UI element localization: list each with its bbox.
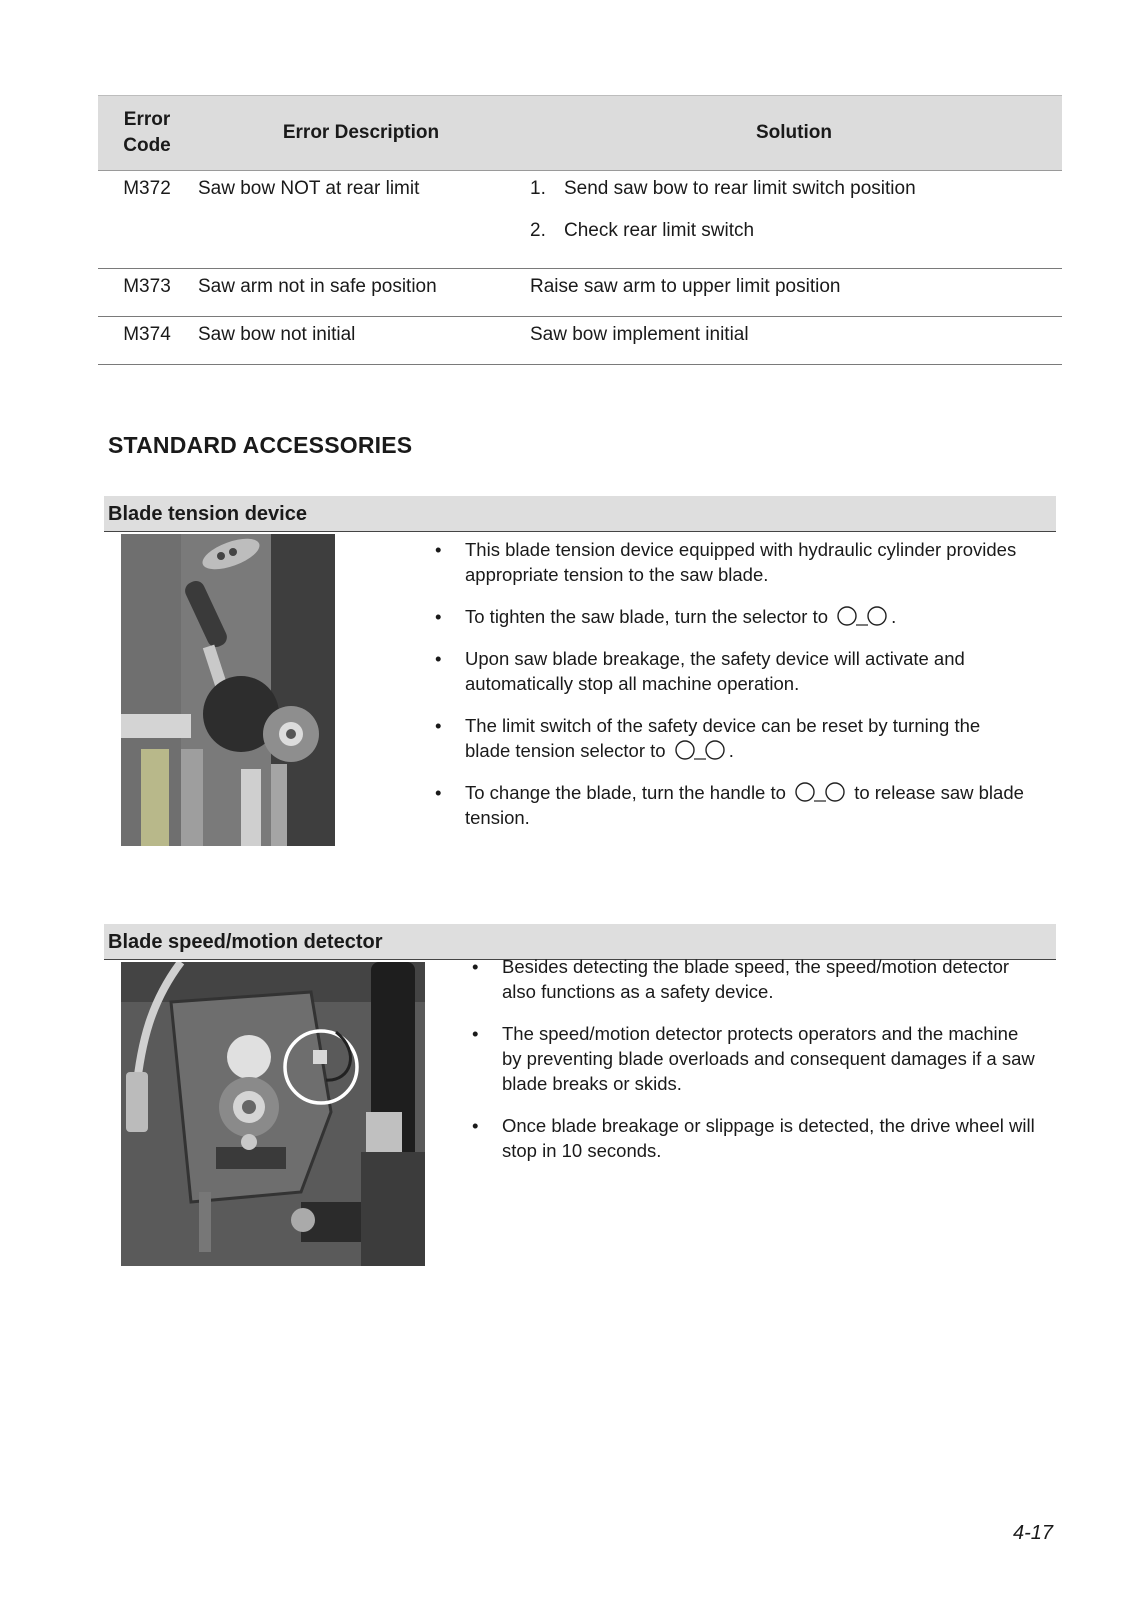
section-title: STANDARD ACCESSORIES xyxy=(108,432,413,458)
error-description: Saw bow not initial xyxy=(196,317,526,365)
table-row xyxy=(98,269,1062,317)
motion-detector-photo xyxy=(121,962,425,1266)
blade-tension-bullets xyxy=(435,537,1025,847)
header-solution: Solution xyxy=(526,96,1062,171)
error-solution xyxy=(526,171,1062,269)
list-item: • This blade tension device equipped with hydraulic cylinder provides appropriate tension to the saw blade. xyxy=(435,539,1017,585)
blade-speed-bullets xyxy=(472,954,1042,1180)
hydraulic-lever-photo xyxy=(121,534,335,846)
solution-steps xyxy=(530,178,1062,262)
table-header-row xyxy=(98,96,1062,171)
solution-step: 2. Check rear limit switch xyxy=(530,220,755,241)
list-item: • To change the blade, turn the handle to to release saw blade tension. xyxy=(435,782,1024,828)
error-code: M374 xyxy=(98,317,196,365)
list-item: • Besides detecting the blade speed, the speed/motion detector also functions as a safety device. xyxy=(472,956,1010,1002)
error-code: M372 xyxy=(98,171,196,269)
error-solution: Raise saw arm to upper limit position xyxy=(526,269,1062,317)
blade-speed-header: Blade speed/motion detector xyxy=(104,924,1056,960)
table-row xyxy=(98,317,1062,365)
selector-tighten-icon xyxy=(833,605,891,627)
list-item: • The limit switch of the safety device can be reset by turning the blade tension selector to . xyxy=(435,715,981,761)
header-error-code: Error Code xyxy=(98,96,196,171)
error-code: M373 xyxy=(98,269,196,317)
list-item: • The speed/motion detector protects operators and the machine by preventing blade overloads and consequent damages if a saw blade breaks or skids. xyxy=(472,1023,1035,1094)
header-error-description: Error Description xyxy=(196,96,526,171)
solution-step: 1. Send saw bow to rear limit switch position xyxy=(530,178,916,199)
error-code-table xyxy=(98,95,1062,365)
list-item: • Upon saw blade breakage, the safety device will activate and automatically stop all machine operation. xyxy=(435,648,965,694)
blade-tension-header: Blade tension device xyxy=(104,496,1056,532)
selector-reset-icon xyxy=(671,739,729,761)
error-description: Saw bow NOT at rear limit xyxy=(196,171,526,269)
list-item: • To tighten the saw blade, turn the selector to . xyxy=(435,606,897,627)
error-description: Saw arm not in safe position xyxy=(196,269,526,317)
selector-release-icon xyxy=(791,781,849,803)
error-solution: Saw bow implement initial xyxy=(526,317,1062,365)
page-number: 4-17 xyxy=(1012,1522,1053,1544)
list-item: • Once blade breakage or slippage is detected, the drive wheel will stop in 10 seconds. xyxy=(472,1115,1035,1161)
table-row xyxy=(98,171,1062,269)
